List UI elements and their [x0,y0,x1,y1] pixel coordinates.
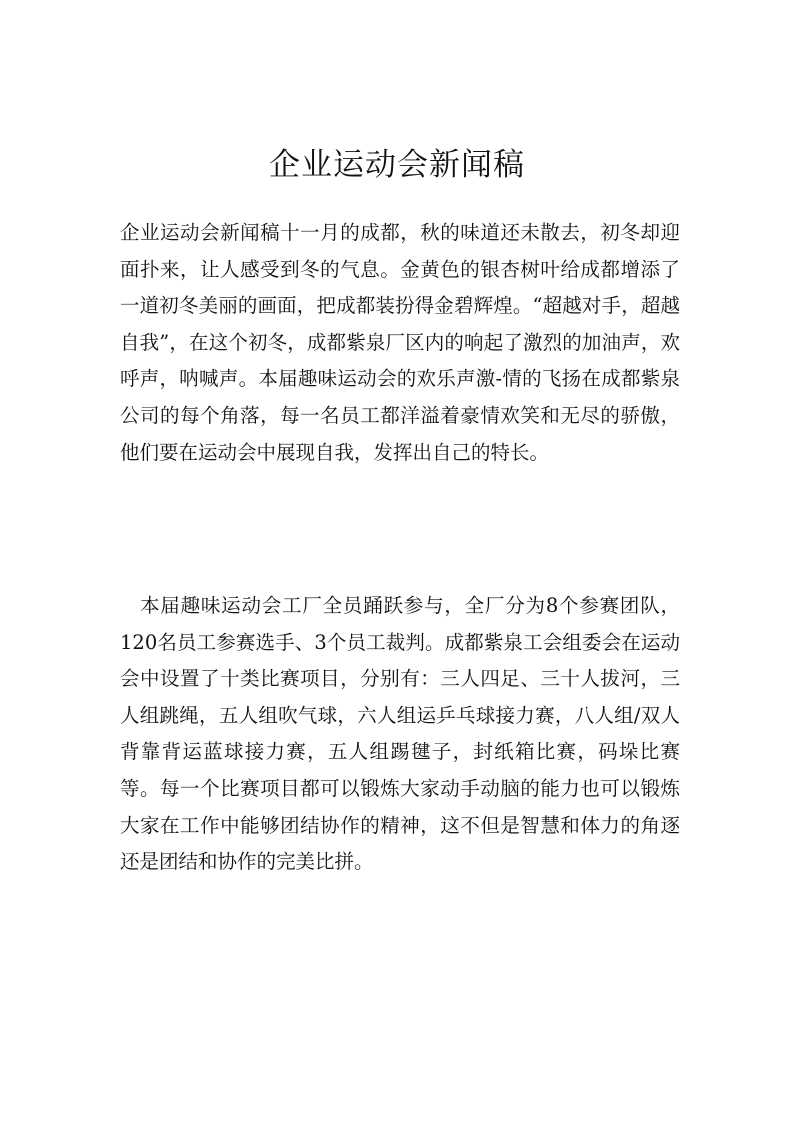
paragraph-intro: 企业运动会新闻稿十一月的成都，秋的味道还未散去，初冬却迎面扑来，让人感受到冬的气息。金黄色的银杏树叶给成都增添了一道初冬美丽的画面，把成都装扮得金碧辉煌。“超越对手，超越自我”，在这个初冬，成都紫泉厂区内的响起了激烈的加油声，欢呼声，呐喊声。本届趣味运动会的欢乐声激-情的飞扬在成都紫泉公司的每个角落，每一名员工都洋溢着豪情欢笑和无尽的骄傲，他们要在运动会中展现自我，发挥出自己的特长。 [120,221,680,464]
document-title: 企业运动会新闻稿 [269,147,525,183]
paragraph-events: 本届趣味运动会工厂全员踊跃参与，全厂分为8个参赛团队，120名员工参赛选手、3个员工裁判。成都紫泉工会组委会在运动会中设置了十类比赛项目，分别有：三人四足、三十人拔河，三人组跳绳，五人组吹气球，六人组运乒乓球接力赛，八人组/双人背靠背运蓝球接力赛，五人组踢毽子，封纸箱比赛，码垛比赛等。每一个比赛项目都可以锻炼大家动手动脑的能力也可以锻炼大家在工作中能够团结协作的精神，这不但是智慧和体力的角逐还是团结和协作的完美比拼。 [120,594,680,874]
